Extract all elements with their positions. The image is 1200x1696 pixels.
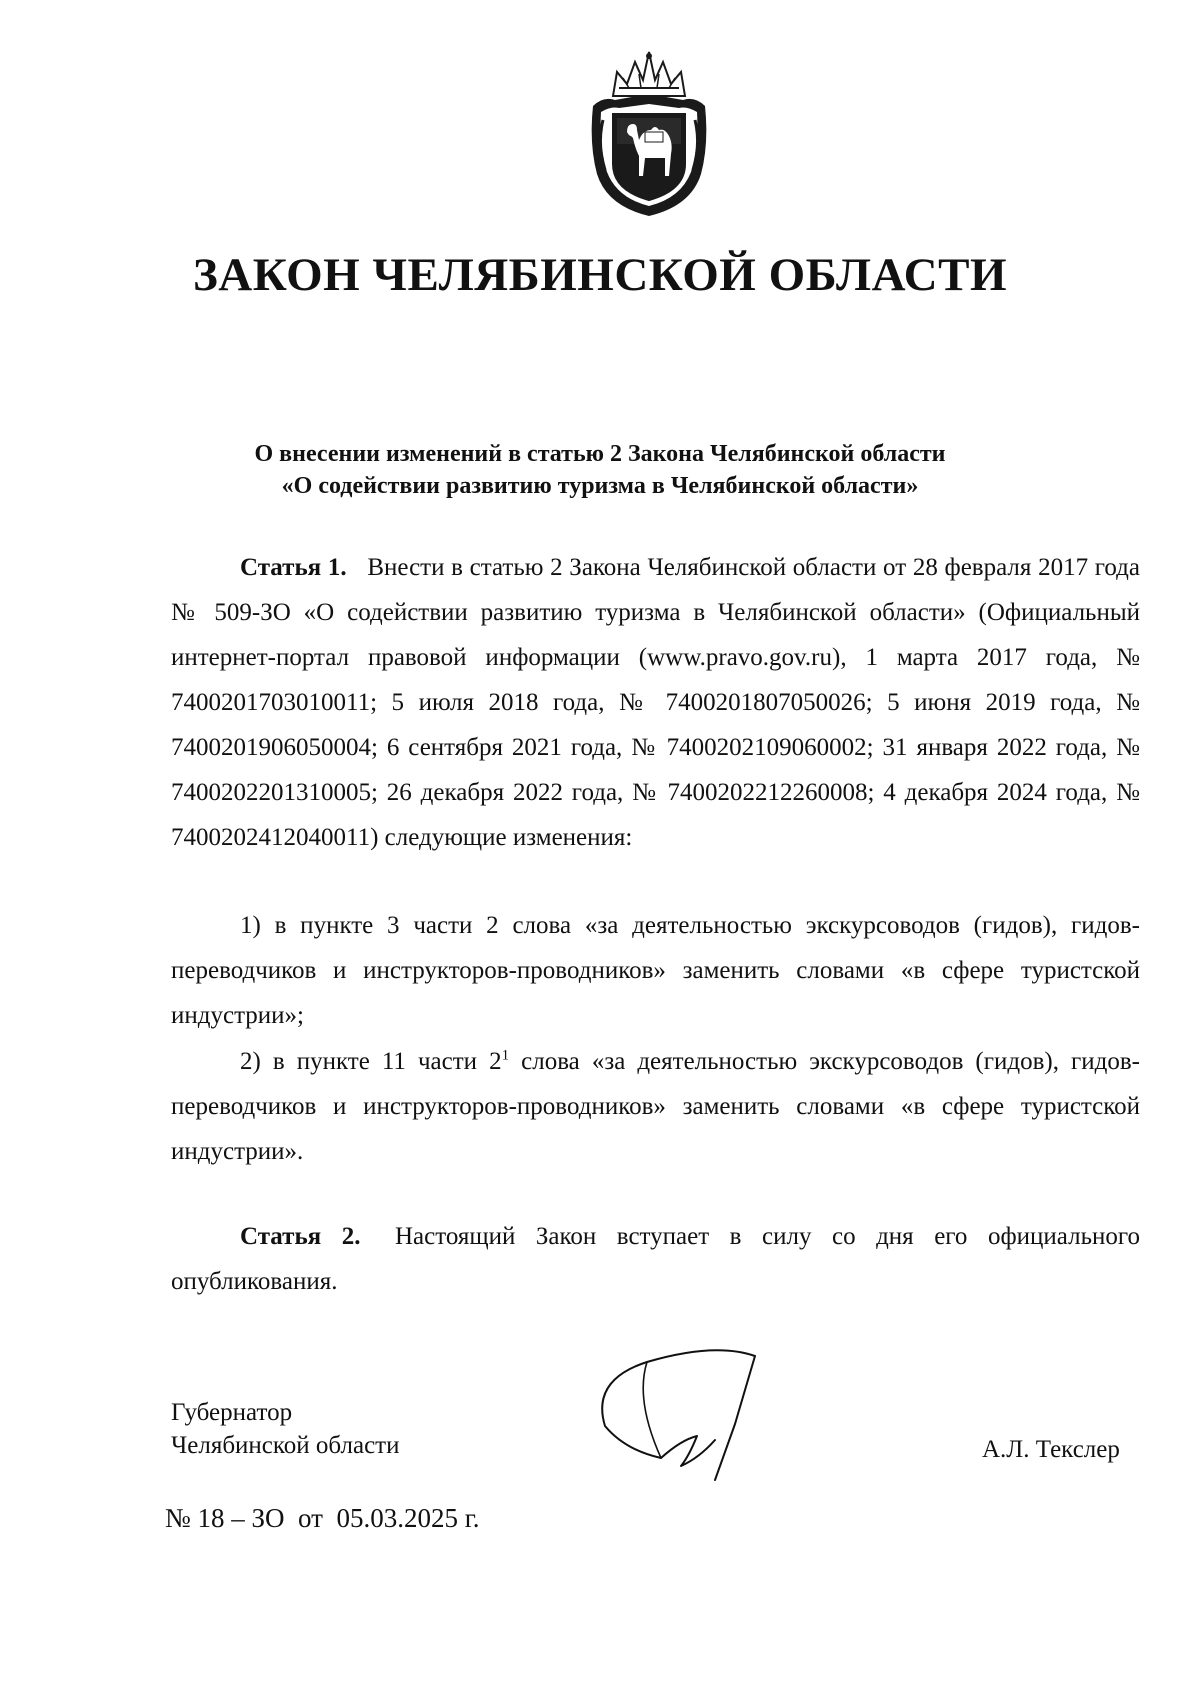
subtitle-line-1: О внесении изменений в статью 2 Закона Челябинской области [254,441,946,467]
article-1-label: Статья 1. [240,554,347,581]
article-1 [171,545,1140,860]
law-subtitle [0,438,1200,502]
article-2-label: Статья 2. [240,1223,361,1250]
signer-name: А.Л. Текслер [982,1436,1120,1463]
subtitle-line-2: «О содействии развитию туризма в Челябинской области» [281,473,919,499]
position-line-2: Челябинской области [171,1432,400,1459]
law-title: ЗАКОН ЧЕЛЯБИНСКОЙ ОБЛАСТИ [192,249,1008,301]
article-2 [171,1214,1140,1304]
article-1-item-2 [171,1039,1140,1174]
article-1-item-1: 1) в пункте 3 части 2 слова «за деятельностью экскурсоводов (гидов), гидов-переводчиков и инструкторов-проводников» заменить словами «в сфере туристской индустрии»; [171,912,1140,1029]
item-2-text-end: слова «за деятельностью экскурсоводов (гидов), гидов-переводчиков и инструкторов-проводников» заменить словами «в сфере туристской индустрии». [171,1048,1140,1165]
law-number [165,1503,480,1534]
coat-of-arms-icon [583,44,715,220]
law-number-text: № 18 – ЗО от 05.03.2025 г. [165,1503,480,1533]
position-line-1: Губернатор [171,1399,293,1426]
governor-position [171,1396,399,1462]
item-2-text-start: 2) в пункте 11 части 2 [240,1048,502,1075]
article-1-text: Внести в статью 2 Закона Челябинской области от 28 февраля 2017 года № 509-ЗО «О содействии развитию туризма в Челябинской области» (Официальный интернет-портал правовой информации (www.pravo.gov.ru), 1 марта 2017 года, № 7400201703010011; 5 июля 2018 года, № 7400201807050026; 5 июня 2019 года, № 7400201906050004; 6 сентября 2021 года, № 7400202109060002; 31 января 2022 года, № 7400202201310005; 26 декабря 2022 года, № 7400202212260008; 4 декабря 2024 года, № 7400202412040011) следующие изменения: [171,554,1140,851]
handwritten-signature-icon [585,1340,785,1485]
item-2-superscript: 1 [501,1047,510,1064]
article-2-text: Настоящий Закон вступает в силу со дня его официального опубликования. [171,1223,1140,1295]
